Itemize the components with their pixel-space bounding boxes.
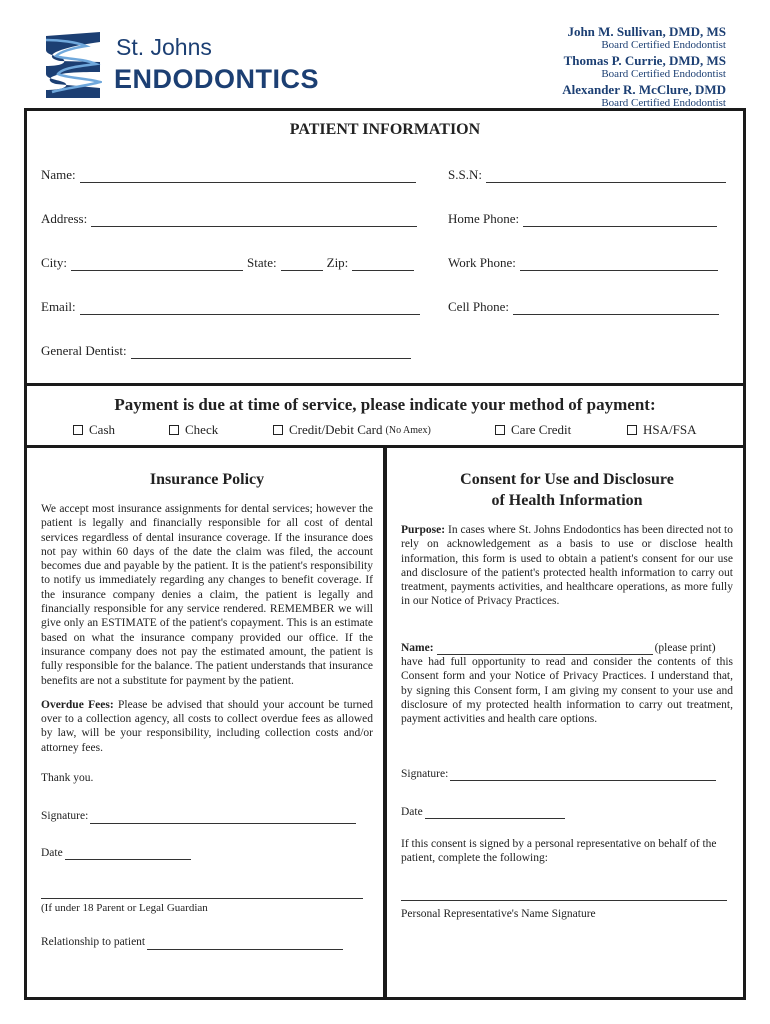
representative-label: Personal Representative's Name Signature — [401, 907, 596, 920]
zip-label: Zip: — [326, 255, 349, 270]
care-credit-label: Care Credit — [511, 422, 572, 437]
card-label: Credit/Debit Card — [289, 422, 383, 437]
please-print-note: (please print) — [654, 641, 716, 654]
consent-date-label: Date — [401, 805, 423, 818]
doctor-certification: Board Certified Endodontist — [601, 39, 726, 51]
state-input-line[interactable] — [281, 259, 323, 271]
consent-date-field[interactable] — [401, 805, 733, 819]
cash-label: Cash — [89, 422, 115, 437]
consent-title-line1: Consent for Use and Disclosure — [460, 471, 674, 488]
overdue-fees-text: Please be advised that should your account be turned over to a collection agency, all costs to collect overdue fees as allowed by law, will be your responsibility, including collection costs and/or attorney fees. — [41, 698, 374, 754]
doctor-name: John M. Sullivan, DMD, MS — [567, 24, 726, 39]
insurance-date-field[interactable] — [41, 846, 373, 860]
consent-name-field[interactable] — [401, 641, 733, 655]
consent-title — [401, 469, 733, 511]
general-dentist-field[interactable] — [41, 343, 411, 359]
payment-option-cash[interactable] — [73, 422, 115, 438]
name-label: Name: — [41, 167, 76, 182]
name-field[interactable] — [41, 167, 416, 183]
relationship-label: Relationship to patient — [41, 936, 146, 949]
logo-river-icon — [46, 32, 102, 98]
consent-title-line2: of Health Information — [491, 492, 643, 509]
hsa-checkbox[interactable] — [627, 425, 637, 435]
general-dentist-label: General Dentist: — [41, 343, 127, 358]
representative-signature-line[interactable] — [401, 900, 727, 901]
relationship-input-line[interactable] — [147, 939, 343, 950]
overdue-fees-label: Overdue Fees: — [41, 698, 114, 711]
purpose-label: Purpose: — [401, 524, 446, 536]
care-credit-checkbox[interactable] — [495, 425, 505, 435]
doctor-name: Thomas P. Currie, DMD, MS — [563, 53, 726, 68]
email-input-line[interactable] — [80, 303, 420, 315]
city-label: City: — [41, 255, 68, 270]
doctors-list — [506, 24, 726, 111]
patient-information-section — [27, 111, 743, 386]
consent-name-input-line[interactable] — [437, 644, 653, 655]
consent-section — [401, 449, 733, 921]
city-field[interactable] — [41, 255, 414, 271]
doctor-certification: Board Certified Endodontist — [601, 68, 726, 80]
payment-option-hsa[interactable] — [627, 422, 696, 438]
thank-you-text: Thank you. — [41, 772, 94, 785]
cell-phone-input-line[interactable] — [513, 303, 719, 315]
practice-logo — [46, 30, 336, 102]
city-input-line[interactable] — [71, 259, 243, 271]
address-input-line[interactable] — [91, 215, 417, 227]
cash-checkbox[interactable] — [73, 425, 83, 435]
payment-option-care-credit[interactable] — [495, 422, 571, 438]
work-phone-field[interactable] — [448, 255, 718, 271]
doctor-name: Alexander R. McClure, DMD — [562, 82, 726, 97]
home-phone-label: Home Phone: — [448, 211, 520, 226]
date-input-line[interactable] — [65, 849, 191, 860]
consent-date-input-line[interactable] — [425, 808, 565, 819]
address-field[interactable] — [41, 211, 417, 227]
column-divider — [383, 447, 387, 997]
cell-phone-field[interactable] — [448, 299, 719, 315]
payment-option-check[interactable] — [169, 422, 218, 438]
form-border — [24, 108, 746, 1000]
work-phone-label: Work Phone: — [448, 255, 516, 270]
home-phone-field[interactable] — [448, 211, 717, 227]
work-phone-input-line[interactable] — [520, 259, 718, 271]
consent-body-text: have had full opportunity to read and consider the contents of this Consent form and your Notice of Privacy Practices. I understand that, by signing this Consent form, I am giving my consent to your use and disclosure of my protected health information to carry out treatment, payment activities and health care options. — [401, 656, 733, 726]
ssn-label: S.S.N: — [448, 167, 482, 182]
insurance-policy-section — [41, 449, 373, 950]
consent-signature-field[interactable] — [401, 767, 733, 781]
date-label: Date — [41, 846, 63, 859]
signature-label: Signature: — [41, 810, 89, 823]
representative-instructions: If this consent is signed by a personal representative on behalf of the patient, complete the following: — [401, 838, 717, 865]
check-label: Check — [185, 422, 219, 437]
hsa-label: HSA/FSA — [643, 422, 697, 437]
patient-information-title: PATIENT INFORMATION — [289, 121, 481, 138]
payment-option-card[interactable] — [273, 422, 431, 438]
email-label: Email: — [41, 299, 76, 314]
payment-section — [27, 389, 743, 447]
address-label: Address: — [41, 211, 88, 226]
consent-name-label: Name: — [401, 641, 434, 654]
ssn-input-line[interactable] — [486, 171, 726, 183]
payment-title: Payment is due at time of service, please indicate your method of payment: — [114, 395, 656, 414]
home-phone-input-line[interactable] — [523, 215, 717, 227]
check-checkbox[interactable] — [169, 425, 179, 435]
no-amex-note: (No Amex) — [385, 424, 431, 436]
signature-input-line[interactable] — [90, 813, 356, 824]
email-field[interactable] — [41, 299, 420, 315]
purpose-paragraph — [401, 523, 733, 609]
guardian-signature-line[interactable] — [41, 898, 363, 899]
name-input-line[interactable] — [80, 171, 416, 183]
guardian-label: (If under 18 Parent or Legal Guardian — [41, 901, 208, 914]
ssn-field[interactable] — [448, 167, 726, 183]
insurance-policy-text: We accept most insurance assignments for dental services; however the patient is legally and financially responsible for all cost of dental services regardless of dental insurance coverage. If the insurance does not pay within 60 days of the date the claim was filed, the account becomes due and payable by the patient. It is the patient's responsibility to notify us immediately regarding any changes to benefit coverage. If the insurance company denies a claim, the patient is legally and financially responsible for any service rendered. REMEMBER we will give only an ESTIMATE of the patient's copayment. This is an estimate based on what the insurance company provided our office. If the insurance company does not pay the estimated amount, the patient is fully responsible for the balance. The patient understands that insurance benefits are not a substitute for payment by the patient. — [41, 503, 373, 687]
general-dentist-input-line[interactable] — [131, 347, 411, 359]
insurance-signature-field[interactable] — [41, 809, 373, 823]
consent-signature-input-line[interactable] — [450, 770, 716, 781]
overdue-fees-paragraph — [41, 698, 373, 755]
logo-text-line1: St. Johns — [116, 34, 212, 60]
state-label: State: — [247, 255, 277, 270]
doctor-certification: Board Certified Endodontist — [601, 97, 726, 109]
card-checkbox[interactable] — [273, 425, 283, 435]
logo-text-line2: ENDODONTICS — [114, 64, 320, 94]
zip-input-line[interactable] — [352, 259, 414, 271]
purpose-text: In cases where St. Johns Endodontics has been directed not to rely on acknowledgement as a basis to use or disclose health information, this form is used to obtain a patient's consent for our use and disclosure of the patient's protected health information to carry out treatment, payments activities, and healthcare operations, as more fully in our Notice of Privacy Practices. — [401, 524, 733, 608]
consent-signature-label: Signature: — [401, 767, 449, 780]
insurance-policy-title: Insurance Policy — [149, 471, 265, 488]
relationship-field[interactable] — [41, 935, 373, 949]
cell-phone-label: Cell Phone: — [448, 299, 510, 314]
